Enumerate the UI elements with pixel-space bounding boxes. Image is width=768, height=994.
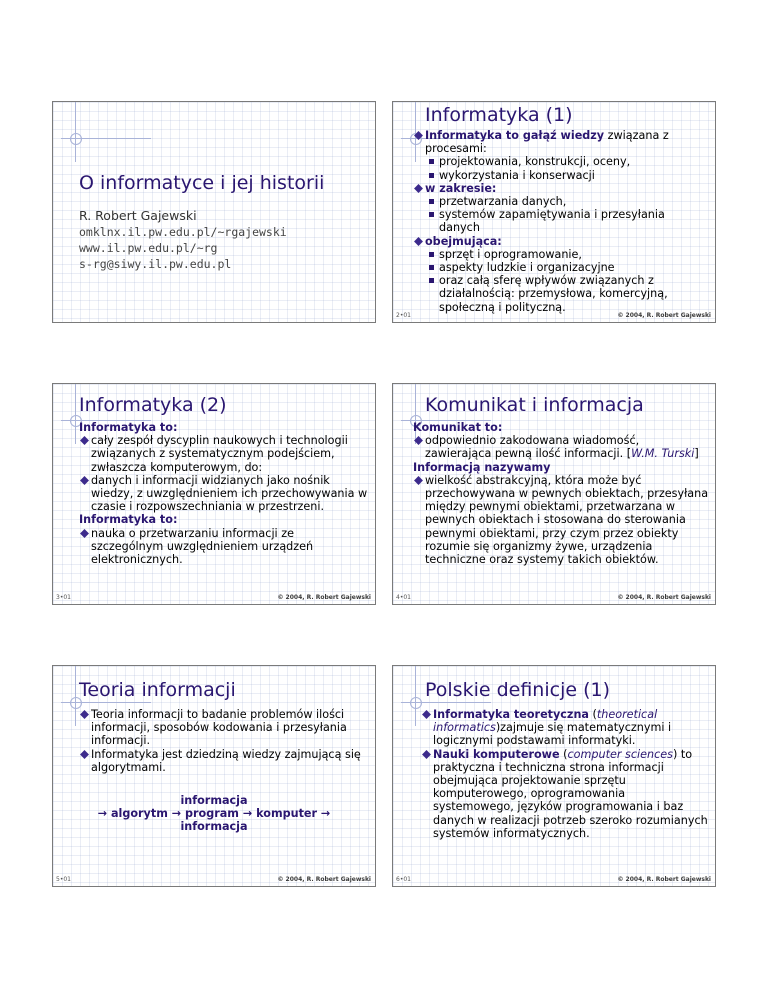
slide-informatyka-2: [52, 383, 376, 605]
flow-bottom: informacja: [180, 820, 248, 833]
slide-informatyka-1: [392, 101, 716, 323]
diamond-bullet-icon: [80, 529, 89, 538]
copyright: © 2004, R. Robert Gajewski: [617, 312, 711, 319]
diamond-bullet-icon: [422, 750, 431, 759]
bullet: nauka o przetwarzaniu informacji ze szczególnym uwzględnieniem urządzeń elektronicznych.: [79, 527, 369, 567]
slide-title-heading: Polskie definicje (1): [425, 679, 610, 701]
bullet: Nauki komputerowe (computer sciences) to praktyczna i techniczna strona informacji obejmująca projektowanie sprzętu komputerowego, oprogramowania systemowego, języków programowania i baz danych w realizacji potrzeb szeroko rozumianych systemów informatycznych.: [421, 748, 709, 840]
sub-bullet: aspekty ludzkie i organizacyjne: [413, 261, 709, 274]
sub-bullet: projektowania, konstrukcji, oceny,: [413, 155, 709, 168]
section-heading: Komunikat to:: [413, 421, 503, 434]
square-bullet-icon: [429, 212, 434, 217]
square-bullet-icon: [429, 278, 434, 283]
author-name: R. Robert Gajewski: [79, 208, 197, 223]
square-bullet-icon: [429, 265, 434, 270]
slide-title: [52, 101, 376, 323]
bullet: cały zespół dyscyplin naukowych i technologii związanych z systematycznym podejściem, zwłaszcza komputerowym, do:: [79, 434, 369, 474]
sub-bullet: oraz całą sferę wpływów związanych z działalnością: przemysłowa, komercyjną, społeczną i polityczną.: [413, 274, 709, 314]
copyright: © 2004, R. Robert Gajewski: [617, 876, 711, 883]
diamond-bullet-icon: [414, 436, 423, 445]
slide-title-heading: O informatyce i jej historii: [79, 172, 325, 194]
diamond-bullet-icon: [414, 184, 423, 193]
section-heading: Informatyka to:: [79, 513, 178, 527]
bullet: w zakresie:: [413, 182, 709, 195]
diamond-bullet-icon: [80, 750, 89, 759]
slide-teoria-informacji: [52, 665, 376, 887]
slide-body: [413, 129, 709, 314]
slide-body: [79, 421, 369, 566]
diamond-bullet-icon: [414, 237, 423, 246]
copyright: © 2004, R. Robert Gajewski: [277, 876, 371, 883]
square-bullet-icon: [429, 199, 434, 204]
slide-number: 6•01: [396, 876, 411, 883]
flow-chain: → algorytm → program → komputer →: [97, 807, 331, 820]
bullet: Teoria informacji to badanie problemów ilości informacji, sposobów kodowania i przesyłania informacji.: [79, 708, 369, 748]
bullet: danych i informacji widzianych jako nośnik wiedzy, z uwzględnieniem ich przechowywania w czasie i rozpowszechniania w przestrzeni.: [79, 474, 369, 514]
square-bullet-icon: [429, 252, 434, 257]
sub-bullet: systemów zapamiętywania i przesyłania danych: [413, 208, 709, 234]
copyright: © 2004, R. Robert Gajewski: [617, 594, 711, 601]
diamond-bullet-icon: [422, 710, 431, 719]
sub-bullet: przetwarzania danych,: [413, 195, 709, 208]
copyright: © 2004, R. Robert Gajewski: [277, 594, 371, 601]
diamond-bullet-icon: [414, 476, 423, 485]
bullet: Informatyka teoretyczna (theoretical informatics)zajmuje się matematycznymi i logicznymi podstawami informatyki.: [421, 708, 709, 748]
slide-body: [413, 421, 709, 566]
square-bullet-icon: [429, 159, 434, 164]
bullet: Informatyka jest dziedziną wiedzy zajmującą się algorytmami.: [79, 748, 369, 774]
slide-polskie-definicje: [392, 665, 716, 887]
slide-body: [79, 708, 369, 774]
contact-line-1: omklnx.il.pw.edu.pl/~rgajewski: [79, 225, 287, 239]
slide-title-heading: Informatyka (2): [79, 394, 227, 416]
diamond-bullet-icon: [80, 710, 89, 719]
sub-bullet: wykorzystania i konserwacji: [413, 169, 709, 182]
square-bullet-icon: [429, 173, 434, 178]
diamond-bullet-icon: [80, 436, 89, 445]
diamond-bullet-icon: [80, 476, 89, 485]
slide-body: [421, 708, 709, 840]
contact-line-2: www.il.pw.edu.pl/~rg: [79, 241, 218, 255]
slide-number: 3•01: [56, 594, 71, 601]
bullet: wielkość abstrakcyjną, która może być przechowywana w pewnych obiektach, przesyłana między pewnymi obiektami, przetwarzana w pewnych obiektach i stosowana do sterowania pewnymi obiektami, przy czym przez obiekty rozumie się organizmy żywe, urządzenia techniczne oraz systemy takich obiektów.: [413, 474, 709, 566]
slide-title-heading: Informatyka (1): [425, 104, 573, 126]
slide-number: 2•01: [396, 312, 411, 319]
flow-top: informacja: [180, 794, 248, 807]
contact-line-3: s-rg@siwy.il.pw.edu.pl: [79, 257, 232, 271]
slide-number: 5•01: [56, 876, 71, 883]
bullet: Informatyka to gałąź wiedzy związana z procesami:: [413, 129, 709, 155]
diamond-bullet-icon: [414, 131, 423, 140]
slide-title-heading: Teoria informacji: [79, 679, 236, 701]
bullet: odpowiednio zakodowana wiadomość, zawierająca pewną ilość informacji. [W.M. Turski]: [413, 434, 709, 460]
slide-number: 4•01: [396, 594, 411, 601]
bullet: obejmująca:: [413, 235, 709, 248]
section-heading: Informacją nazywamy: [413, 460, 551, 474]
slide-komunikat: [392, 383, 716, 605]
sub-bullet: sprzęt i oprogramowanie,: [413, 248, 709, 261]
section-heading: Informatyka to:: [79, 421, 178, 434]
slide-title-heading: Komunikat i informacja: [425, 394, 644, 416]
